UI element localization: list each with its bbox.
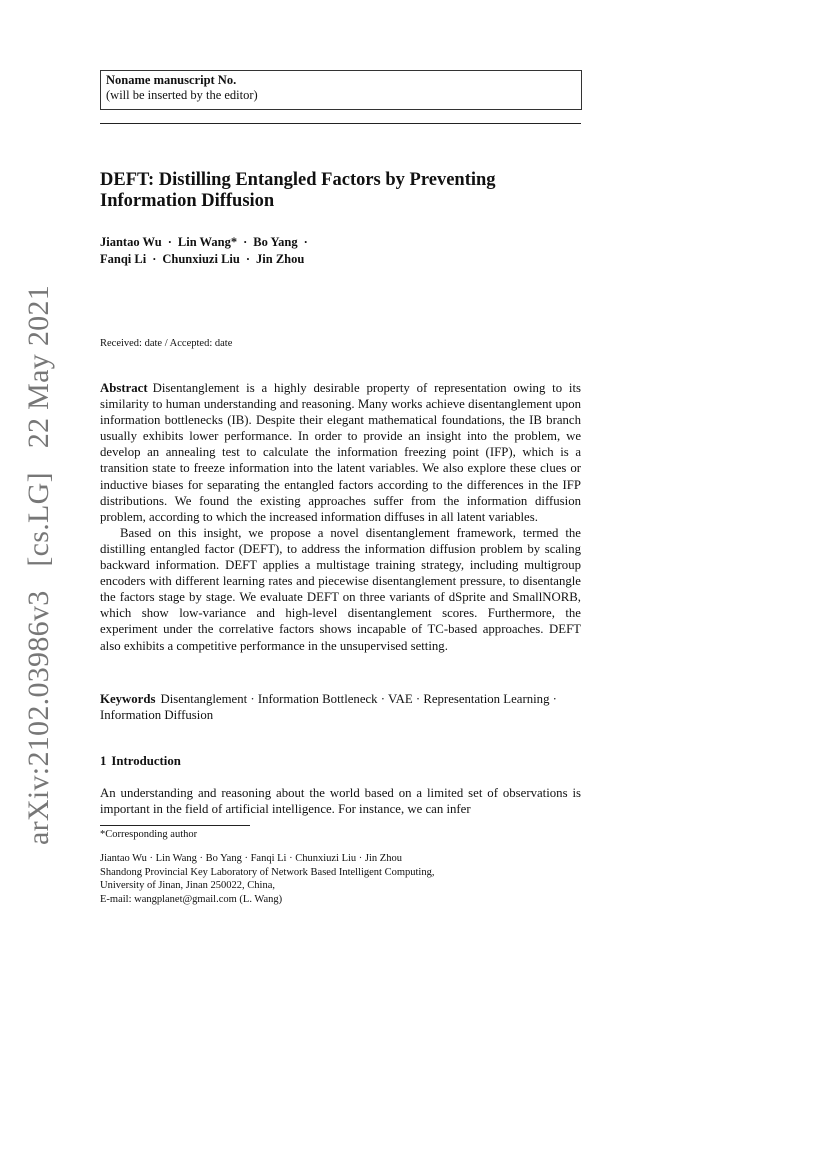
manuscript-number-box — [100, 70, 582, 110]
arxiv-sidebar-stamp — [22, 269, 56, 845]
keywords-text: Disentanglement · Information Bottleneck · VAE · Representation Learning · Information Diffusion — [100, 692, 557, 722]
arxiv-id: arXiv:2102.03986v3 — [22, 590, 55, 845]
arxiv-date: 22 May 2021 — [22, 284, 55, 449]
corresponding-author-footnote: *Corresponding author — [100, 829, 198, 840]
keywords-label: Keywords — [100, 692, 156, 706]
author-separator: · — [167, 235, 172, 249]
keywords — [100, 691, 581, 723]
affiliation-block — [100, 852, 581, 906]
author-separator: · — [245, 252, 251, 266]
paper-title: DEFT: Distilling Entangled Factors by Preventing Information Diffusion — [100, 170, 496, 211]
editor-note: (will be inserted by the editor) — [106, 88, 258, 102]
author-name: Lin Wang* — [177, 235, 238, 249]
footnote-rule — [100, 825, 250, 826]
abstract-paragraph-2: Based on this insight, we propose a novel disentanglement framework, termed the distilling entangled factor (DEFT), to address the information diffusion problem by scaling backward information. DEFT applies a multistage training strategy, including multigroup encoders with different learning rates and piecewise disentanglement pressure, to disentangle the factors stage by stage. We evaluate DEFT on three variants of dSprite and SmallNORB, which show low-variance and high-level disentanglement scores. Furthermore, the experiment under the correlative factors shows incapable of TC-based approaches. DEFT also exhibits a competitive performance in the unsupervised setting. — [100, 525, 581, 653]
author-name: Bo Yang — [253, 235, 298, 249]
section-title: Introduction — [111, 754, 181, 768]
abstract-label: Abstract — [100, 381, 148, 395]
author-name: Chunxiuzi Liu — [162, 252, 240, 266]
author-separator: · — [243, 235, 248, 249]
abstract-paragraph-1 — [100, 380, 581, 525]
author-name: Fanqi Li — [100, 252, 147, 266]
affiliation-authors: Jiantao Wu · Lin Wang · Bo Yang · Fanqi Li · Chunxiuzi Liu · Jin Zhou — [100, 853, 402, 864]
author-line-2 — [100, 251, 580, 268]
arxiv-category: [cs.LG] — [22, 472, 55, 567]
manuscript-number: Noname manuscript No. — [106, 73, 237, 87]
header-rule — [100, 123, 581, 124]
author-separator: · — [152, 252, 157, 266]
intro-paragraph: An understanding and reasoning about the world based on a limited set of observations is important in the field of artificial intelligence. For instance, we can infer — [100, 786, 581, 816]
author-separator: · — [303, 235, 308, 249]
section-heading-introduction — [100, 754, 181, 769]
abstract — [100, 380, 581, 654]
author-line-1 — [100, 234, 580, 251]
affiliation-email: E-mail: wangplanet@gmail.com (L. Wang) — [100, 893, 283, 905]
author-name: Jin Zhou — [256, 252, 305, 266]
affiliation-lab: Shandong Provincial Key Laboratory of Network Based Intelligent Computing, — [100, 866, 435, 878]
received-dates: Received: date / Accepted: date — [100, 338, 233, 349]
affiliation-university: University of Jinan, Jinan 250022, China, — [100, 880, 275, 891]
section-number: 1 — [100, 754, 107, 768]
author-list — [100, 234, 580, 268]
abstract-text-1: Disentanglement is a highly desirable property of representation owing to its similarity to human understanding and reasoning. Many works achieve disentanglement upon information bottlenecks (IB). Despite their elegant mathematical foundations, the IB branch usually exhibits lower performance. In order to provide an insight into the problem, we develop an annealing test to calculate the information freezing point (IFP), which is a transition state to freeze information into the latent variables. We also explore these clues or inductive biases for separating the entangled factors according to the differences in the IFP distributions. We found the existing approaches suffer from the information diffusion problem, according to which the increased information diffuses in all latent variables. — [100, 381, 581, 524]
author-name: Jiantao Wu — [100, 235, 162, 249]
